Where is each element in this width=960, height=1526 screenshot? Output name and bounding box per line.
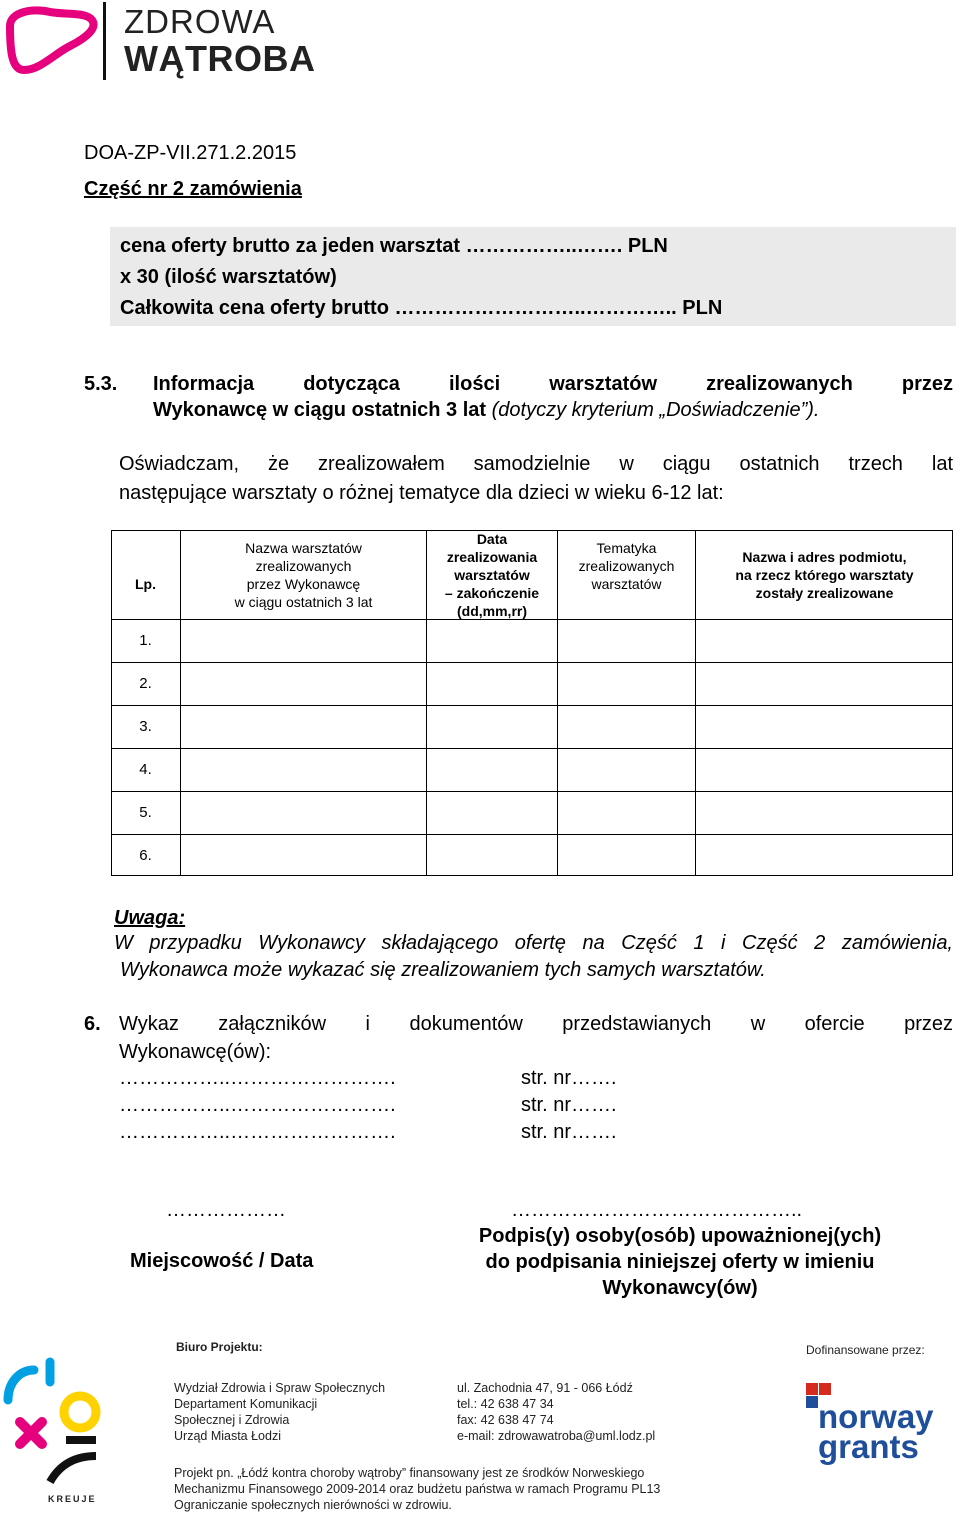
- place-date-dots: ………………: [166, 1199, 286, 1221]
- price-per-workshop: cena oferty brutto za jeden warsztat ……………..……. PLN: [120, 235, 668, 257]
- table-row: 2.: [139, 675, 152, 692]
- grants-word-norway: norway: [818, 1398, 934, 1435]
- section6-line-2: Wykonawcę(ów):: [119, 1041, 272, 1063]
- table-row: 6.: [139, 847, 152, 864]
- table-row: 5.: [139, 804, 152, 821]
- table-row: 3.: [139, 718, 152, 735]
- statement-line-2: następujące warsztaty o różnej tematyce dla dzieci w wieku 6-12 lat:: [119, 482, 724, 504]
- section-heading-cont: [153, 398, 953, 422]
- part-title: Część nr 2 zamówienia: [84, 178, 302, 200]
- header-date: Data zrealizowania warsztatów – zakończenie (dd,mm,rr): [444, 531, 540, 619]
- statement-line-1: Oświadczam, że zrealizowałem samodzielnie w ciągu ostatnich trzech lat: [119, 453, 953, 475]
- logo-word-watroba: WĄTROBA: [124, 38, 316, 79]
- price-box: [110, 227, 956, 326]
- section-heading-bold: Wykonawcę w ciągu ostatnich 3 lat: [153, 399, 487, 421]
- section-number: 5.3.: [84, 373, 118, 395]
- header-topic: Tematyka zrealizowanych warsztatów: [578, 540, 675, 592]
- table-row: 1.: [139, 632, 152, 649]
- signature-dots: ……………………………………..: [511, 1199, 803, 1221]
- attachment-dots: ……………..…………………….: [119, 1121, 396, 1143]
- liver-logo-icon: [2, 4, 98, 80]
- header-name: Nazwa warsztatów zrealizowanych przez Wykonawcę w ciągu ostatnich 3 lat: [234, 540, 373, 610]
- place-date-label: Miejscowość / Data: [130, 1250, 314, 1272]
- attachment-dots: ……………..…………………….: [119, 1094, 396, 1116]
- section6-number: 6.: [84, 1013, 101, 1035]
- note-line-2: Wykonawca może wykazać się zrealizowaniem tych samych warsztatów.: [120, 959, 766, 981]
- note-line-1: W przypadku Wykonawcy składającego ofertę na Część 1 i Część 2 zamówienia,: [114, 932, 953, 954]
- criterion-note: (dotyczy kryterium „Doświadczenie”).: [491, 399, 820, 421]
- note-title: Uwaga:: [114, 907, 186, 929]
- header-lp: Lp.: [135, 576, 156, 592]
- office-contact: ul. Zachodnia 47, 91 - 066 Łódź tel.: 42 638 47 34 fax: 42 638 47 74 e-mail: zdrowawatroba@uml.lodz.pl: [457, 1381, 656, 1443]
- office-title: Biuro Projektu:: [176, 1340, 263, 1354]
- table-row: 4.: [139, 761, 152, 778]
- attachment-page: str. nr…….: [521, 1121, 617, 1143]
- signature-label: Podpis(y) osoby(osób) upoważnionej(ych) do podpisania niniejszej oferty w imieniu Wykonawcy(ów): [478, 1225, 882, 1299]
- header-entity: Nazwa i adres podmiotu, na rzecz którego warsztaty zostały zrealizowane: [735, 549, 914, 601]
- attachment-page: str. nr…….: [521, 1067, 617, 1089]
- attachment-page: str. nr…….: [521, 1094, 617, 1116]
- section6-line-1: Wykaz załączników i dokumentów przedstawianych w ofercie przez: [119, 1013, 953, 1035]
- logo-word-zdrowa: ZDROWA: [124, 3, 276, 40]
- workshops-table: [111, 530, 953, 876]
- logo-divider: [103, 2, 106, 80]
- kreuje-label: KREUJE: [48, 1494, 97, 1504]
- price-total: Całkowita cena oferty brutto ………………………..………….. PLN: [120, 297, 723, 319]
- office-address: Wydział Zdrowia i Spraw Społecznych Departament Komunikacji Społecznej i Zdrowia Urząd Miasta Łodzi: [174, 1381, 386, 1443]
- document-reference: DOA-ZP-VII.271.2.2015: [84, 142, 297, 164]
- project-info: Projekt pn. „Łódź kontra choroby wątroby” finansowany jest ze środków Norweskiego Mechanizmu Finansowego 2009-2014 oraz budżetu państwa w ramach Programu PL13 Ograniczanie społecznych nierówności w zdrowiu.: [174, 1466, 661, 1512]
- price-multiplier: x 30 (ilość warsztatów): [120, 266, 337, 288]
- grants-word-grants: grants: [818, 1428, 919, 1465]
- cofinanced-label: Dofinansowane przez:: [806, 1343, 925, 1357]
- section-heading: Informacja dotycząca ilości warsztatów zrealizowanych przez: [153, 373, 953, 395]
- attachment-dots: ……………..…………………….: [119, 1067, 396, 1089]
- kreuje-logo-icon: [0, 1352, 110, 1502]
